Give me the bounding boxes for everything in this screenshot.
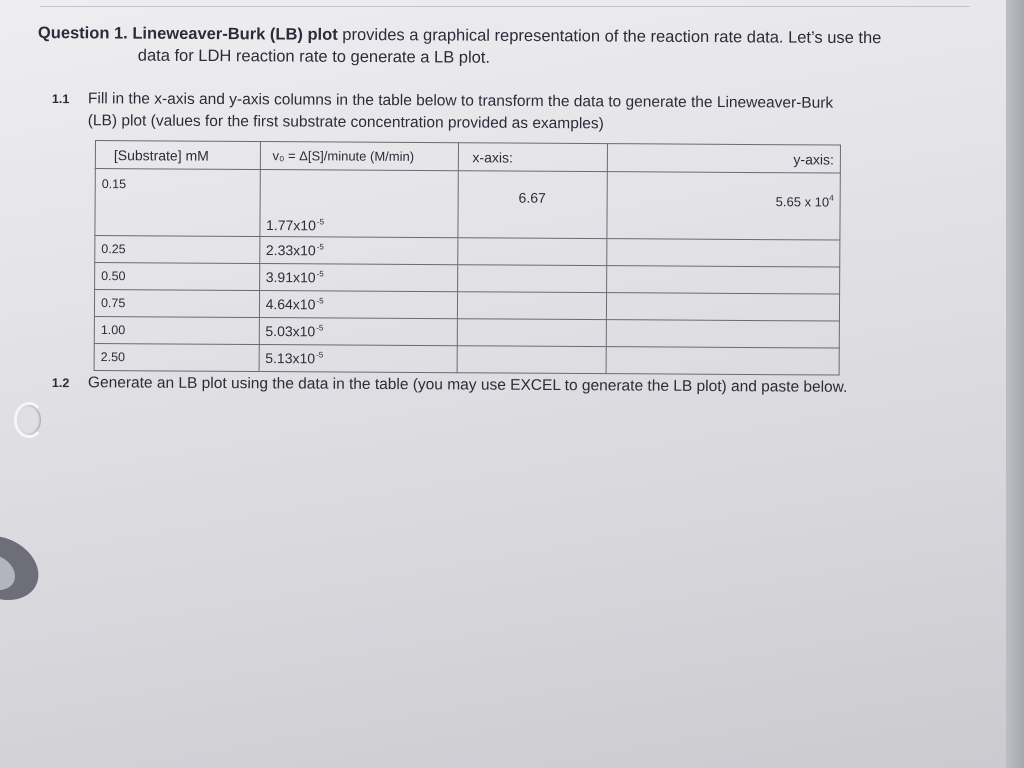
y-axis-cell[interactable] — [606, 320, 840, 348]
substrate-cell: 1.00 — [94, 316, 259, 344]
data-table — [94, 140, 841, 376]
question-title: Lineweaver-Burk (LB) plot — [132, 24, 338, 44]
part-1-1 — [52, 88, 952, 136]
top-rule-line — [40, 6, 970, 7]
x-axis-cell[interactable] — [457, 265, 606, 293]
substrate-cell: 0.50 — [95, 263, 260, 291]
y-axis-cell[interactable] — [606, 172, 840, 240]
question-text-line1: provides a graphical representation of the reaction rate data. Let’s use the — [342, 25, 882, 48]
header-substrate: [Substrate] mM — [95, 141, 260, 170]
y-axis-cell[interactable] — [606, 293, 840, 321]
header-velocity: v₀ = Δ[S]/minute (M/min) — [260, 142, 458, 171]
question-heading — [38, 22, 948, 72]
y-axis-cell[interactable] — [606, 347, 840, 375]
velocity-exponent: -5 — [316, 296, 324, 306]
velocity-mantissa: 4.64x10 — [265, 296, 316, 313]
substrate-cell: 0.25 — [95, 236, 260, 264]
header-y-axis: y-axis: — [607, 144, 841, 173]
velocity-mantissa: 5.13x10 — [265, 350, 316, 367]
binder-hole — [14, 402, 44, 438]
part-1-1-line1: Fill in the x-axis and y-axis columns in the table below to transform the data to generate the Lineweaver-Burk — [87, 90, 834, 112]
part-1-1-line2: (LB) plot (values for the first substrate concentration provided as examples) — [87, 112, 604, 133]
velocity-cell — [259, 291, 457, 319]
substrate-cell: 0.15 — [95, 169, 260, 237]
table-header-row — [95, 141, 840, 174]
velocity-exponent: -5 — [316, 217, 325, 227]
page-right-edge — [1006, 0, 1024, 768]
x-axis-cell[interactable] — [457, 346, 606, 374]
header-x-axis: x-axis: — [458, 143, 607, 172]
velocity-mantissa: 2.33x10 — [265, 242, 316, 259]
part-1-1-number: 1.1 — [51, 91, 70, 107]
substrate-cell: 2.50 — [94, 343, 259, 371]
y-axis-mantissa: 5.65 x 10 — [775, 194, 830, 210]
velocity-mantissa: 5.03x10 — [265, 323, 316, 340]
substrate-cell: 0.75 — [94, 290, 259, 318]
velocity-exponent: -5 — [316, 323, 324, 333]
x-axis-cell[interactable] — [457, 319, 606, 347]
velocity-cell — [259, 237, 457, 265]
x-axis-cell[interactable] — [457, 292, 606, 320]
velocity-cell — [259, 264, 457, 292]
question-number: Question 1. — [37, 23, 128, 43]
velocity-exponent: -5 — [316, 242, 324, 252]
velocity-exponent: -5 — [316, 350, 324, 360]
part-1-2-text: Generate an LB plot using the data in the table (you may use EXCEL to generate the LB plot) and paste below. — [87, 374, 848, 396]
velocity-mantissa: 3.91x10 — [265, 269, 316, 286]
x-axis-cell[interactable]: 6.67 — [457, 171, 606, 239]
velocity-mantissa: 1.77x10 — [266, 217, 316, 234]
velocity-cell — [259, 318, 457, 346]
part-1-2 — [52, 372, 972, 400]
y-axis-exponent: 4 — [829, 193, 834, 203]
y-axis-cell[interactable] — [606, 266, 840, 294]
table-row — [94, 343, 839, 375]
y-axis-cell[interactable] — [606, 239, 840, 267]
x-axis-cell[interactable] — [457, 238, 606, 266]
velocity-cell — [260, 170, 458, 238]
part-1-2-number: 1.2 — [51, 375, 70, 391]
question-text-line2: data for LDH reaction rate to generate a LB plot. — [137, 46, 491, 67]
table-row — [95, 169, 840, 241]
velocity-cell — [259, 345, 457, 373]
velocity-exponent: -5 — [316, 269, 324, 279]
